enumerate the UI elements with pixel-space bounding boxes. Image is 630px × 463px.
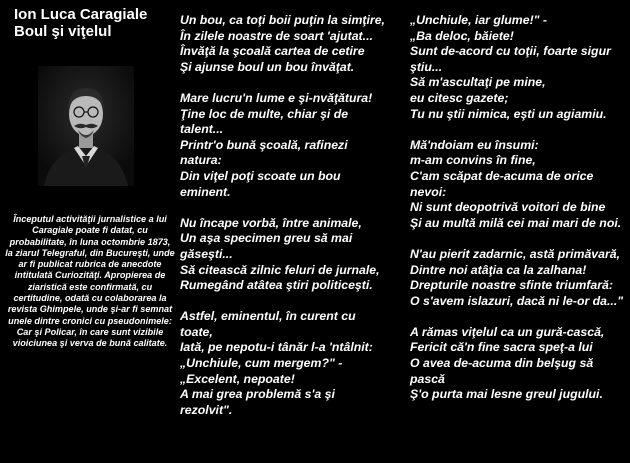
verse-line: Tu nu ştii nimica, eşti un agiamiu. <box>410 106 607 121</box>
verse-line: Fericit că'n fine sacra speţ-a lui <box>410 340 593 355</box>
verse-line: Sunt de-acord cu toţii, foarte sigur ştiu... <box>410 44 611 74</box>
stanza <box>180 13 385 75</box>
verse-line: Mă'ndoiam eu însumi: <box>410 137 539 152</box>
stanza <box>180 91 385 200</box>
verse-line: „Unchiule, cum mergem?" - <box>180 356 343 371</box>
verse-line: O avea de-acuma din belşug să pască <box>410 356 594 386</box>
verse-line: Învăţă la şcoală cartea de cetire <box>180 44 365 59</box>
portrait-icon <box>38 66 134 186</box>
verse-line: Din viţel poţi scoate un bou eminent. <box>180 168 341 199</box>
verse-line: Ş'o purta mai lesne greul jugului. <box>410 387 603 402</box>
stanza <box>410 325 625 403</box>
author-portrait <box>38 66 134 186</box>
verse-line: N'au pierit zadarnic, astă primăvară, <box>410 246 621 261</box>
verse-line: A mai grea problemă s'a şi rezolvit". <box>180 387 335 417</box>
verse-line: Astfel, eminentul, în curent cu toate, <box>180 309 356 339</box>
verse-line: „Unchiule, iar glume!" - <box>410 13 548 27</box>
verse-line: Mare lucru'n lume e şi-nvăţătura! <box>180 90 373 105</box>
verse-line: C'am scăpat de-acuma de orice nevoi: <box>410 168 594 199</box>
verse-line: Ţine loc de multe, chiar şi de talent... <box>180 106 349 137</box>
verse-line: Iată, pe nepotu-i tânăr l-a 'ntâlnit: <box>180 340 373 355</box>
stanza <box>410 247 625 309</box>
verse-line: Printr'o bună şcoală, rafinezi natura: <box>180 137 348 168</box>
poem-column-2 <box>410 13 625 418</box>
verse-line: Şi ajunse boul un bou învăţat. <box>180 59 355 74</box>
stanza <box>410 138 625 232</box>
biography-caption: Începutul activităţii jurnalistice a lui Caragiale poate fi datat, cu probabilitate, în luna octombrie 1873, la ziarul Telegraful, din Bucureşti, unde ar fi publicat rubrica de anecdote intitulată Curiozităţi. Apropierea de ziaristică este confirmată, cu certitudine, odată cu colaborarea la revista Ghimpele, unde şi-ar fi semnat unele dintre cronici cu pseudonimele: Car şi Policar, în care sunt vizibile vioiciunea şi verva de bună calitate. <box>5 214 175 349</box>
verse-line: Rumegând atâtea ştiri politiceşti. <box>180 278 373 293</box>
verse-line: „Excelent, nepoate! <box>180 371 295 386</box>
verse-line: A rămas viţelul ca un gură-cască, <box>410 324 605 339</box>
verse-line: „Ba deloc, băiete! <box>410 28 514 43</box>
author-name: Ion Luca Caragiale <box>14 6 148 23</box>
stanza <box>180 309 385 418</box>
stanza <box>410 13 625 122</box>
verse-line: Drepturile noastre sfinte triumfară: <box>410 278 613 293</box>
verse-line: m-am convins în fine, <box>410 153 536 168</box>
verse-line: O s'avem islazuri, dacă ni le-or da..." <box>410 293 624 308</box>
poem-title: Boul şi viţelul <box>14 23 112 40</box>
header <box>14 6 174 40</box>
verse-line: Dintre noi atâţia ca la zalhana! <box>410 262 587 277</box>
poem-column-1 <box>180 13 385 434</box>
verse-line: Să citească zilnic feluri de jurnale, <box>180 262 380 277</box>
verse-line: Un aşa specimen greu să mai găseşti... <box>180 231 353 261</box>
verse-line: eu citesc gazete; <box>410 90 509 105</box>
verse-line: Şi au multă milă cei mai mari de noi. <box>410 215 622 230</box>
verse-line: Să m'ascultaţi pe mine, <box>410 75 546 90</box>
verse-line: Nu încape vorbă, între animale, <box>180 215 362 230</box>
stanza <box>180 216 385 294</box>
verse-line: În zilele noastre de soart 'ajutat... <box>180 28 373 43</box>
verse-line: Un bou, ca toţi boii puţin la simţire, <box>180 13 385 27</box>
verse-line: Ni sunt deopotrivă voitori de bine <box>410 200 606 215</box>
